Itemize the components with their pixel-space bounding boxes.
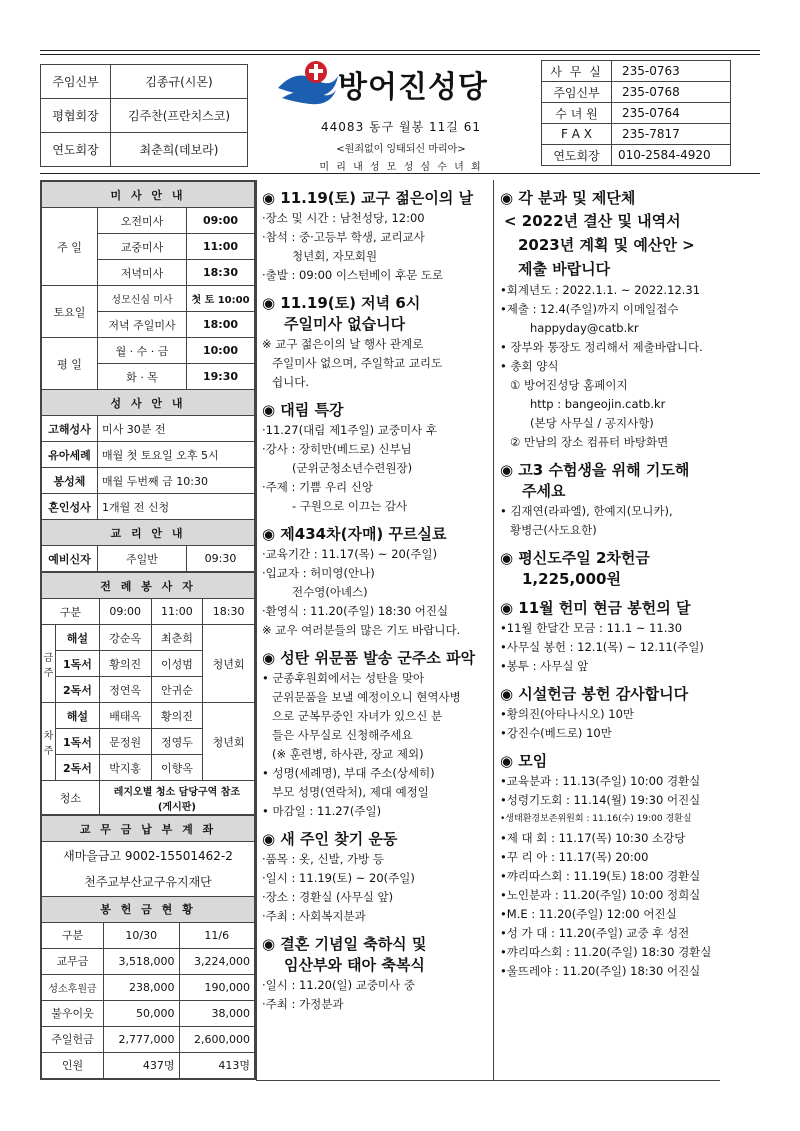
sunday-label: 주 일 [42,208,98,286]
notice-line: ·일시 : 11.19(토) ~ 20(주일) [262,871,415,885]
doctrine-time: 09:30 [187,546,255,572]
notice-heading: ◉ 11월 헌미 현금 봉헌의 달 [500,599,691,617]
contact-table [541,60,731,166]
officer-role: 평협회장 [41,99,111,133]
notice-heading-cont: 1,225,000원 [522,570,621,588]
offering-col: 11/6 [179,922,255,948]
mass-name: 교중미사 [98,234,187,260]
officer-role: 연도회장 [41,133,111,167]
officer-name: 김종규(시몬) [111,65,248,99]
notice-line: • 군종후원회에서는 성탄을 맞아 [262,671,425,685]
notice-heading: ◉ 11.19(토) 저녁 6시 [262,294,421,312]
notice-line: ② 만남의 장소 컴퓨터 바탕화면 [510,435,669,449]
mass-name: 저녁미사 [98,260,187,286]
notice-highlight: < 2022년 결산 및 내역서 [504,212,681,230]
notice-highlight: 제출 바랍니다 [518,260,611,278]
notice-line: • 장부와 통장도 정리해서 제출바랍니다. [500,340,703,354]
officer-name: 김주찬(프란치스코) [111,99,248,133]
sacrament-name: 고해성사 [42,416,98,442]
notice-line: •성령기도회 : 11.14(월) 19:30 어진실 [500,793,701,807]
offering-value: 3,518,000 [104,948,180,974]
sacrament-info: 1개월 전 신청 [98,494,255,520]
notice-line: •꺄리따스회 : 11.19(토) 18:00 경환실 [500,869,701,883]
servers-week-label: 차주 [42,703,56,781]
offering-col: 10/30 [104,922,180,948]
header-officers [40,64,248,167]
offering-value: 38,000 [179,1000,255,1026]
right-column [494,180,720,1080]
server-name: 이성범 [151,651,203,677]
notice-line: 쉽니다. [272,375,309,389]
contact-number: 235-0763 [612,61,731,82]
account-number: 새마을금고 9002-15501462-2 [63,848,233,863]
notice-heading: ◉ 시설헌금 봉헌 감사합니다 [500,685,689,703]
notice-line: (군위군청소년수련원장) [292,461,413,475]
notice-line: •성 가 대 : 11.20(주일) 교중 후 성전 [500,926,690,940]
notice-line: ·주최 : 가정분과 [262,997,344,1011]
offering-value: 2,600,000 [179,1026,255,1052]
mass-time: 19:30 [187,364,255,390]
notice-line: •M.E : 11.20(주일) 12:00 어진실 [500,907,677,921]
notice-heading: ◉ 모임 [500,752,548,770]
notice-heading: ◉ 11.19(토) 교구 젊은이의 날 [262,189,474,207]
notice-heading: ◉ 고3 수험생을 위해 기도해 [500,461,690,479]
notice-heading: ◉ 제434차(자매) 꾸르실료 [262,525,447,543]
offering-label: 인원 [42,1052,104,1078]
mass-time: 10:00 [187,338,255,364]
account-title: 교 무 금 납 부 계 좌 [42,816,255,842]
notice-line: • 총회 양식 [500,359,559,373]
servers-col: 11:00 [151,599,203,625]
logo-mark-icon [276,58,340,108]
notice-heading: ◉ 결혼 기념일 축하식 및 [262,935,427,953]
servers-title: 전 례 봉 사 자 [42,573,255,599]
doctrine-title: 교 리 안 내 [42,520,255,546]
notice-highlight: 2023년 계획 및 예산안 > [518,236,695,254]
server-name: 정연옥 [99,677,151,703]
notice-heading: ◉ 성탄 위문품 발송 군주소 파악 [262,649,476,667]
server-name: 이향옥 [151,755,203,781]
notice-line: •꾸 리 아 : 11.17(목) 20:00 [500,850,649,864]
notice-line: ·교육기간 : 11.17(목) ~ 20(주일) [262,547,438,561]
server-name: 황의진 [151,703,203,729]
motto: <원죄없이 잉태되신 마리아> [336,144,466,155]
account-table [41,815,255,896]
notice-line: ·주최 : 사회복지분과 [262,909,366,923]
notice-line: 군위문품을 보낼 예정이오니 현역사병 [272,690,461,704]
notice-heading: ◉ 새 주인 찾기 운동 [262,830,398,848]
role: 2독서 [56,755,100,781]
sacrament-name: 유아세례 [42,442,98,468]
notice-line: ·주제 : 기쁨 우리 신앙 [262,480,374,494]
notice-line: •교육분과 : 11.13(주일) 10:00 경환실 [500,774,701,788]
notice-line: •노인분과 : 11.20(주일) 10:00 정희실 [500,888,701,902]
notice-line: •울뜨레야 : 11.20(주일) 18:30 어진실 [500,964,701,978]
notice-line: 부모 성명(연락처), 제대 예정일 [272,785,429,799]
contact-label: F A X [542,124,612,145]
notice-line: ·출발 : 09:00 이스턴베이 후문 도로 [262,268,444,282]
contact-label: 연도회장 [542,145,612,166]
notice-line: ·장소 및 시간 : 남천성당, 12:00 [262,211,425,225]
notice-line: 으로 군복무중인 자녀가 있으신 분 [272,709,443,723]
church-logo [276,58,526,112]
clean-label: 청소 [42,781,100,815]
role: 1독서 [56,651,100,677]
mass-name: 오전미사 [98,208,187,234]
server-youth: 청년회 [203,703,255,781]
notice-line: 황병근(사도요한) [510,523,597,537]
sacrament-name: 봉성체 [42,468,98,494]
notice-line: 들은 사무실로 신청해주세요 [272,728,413,742]
contact-label: 사 무 실 [542,61,612,82]
notice-line: ·장소 : 경환실 (사무실 앞) [262,890,394,904]
role: 해설 [56,625,100,651]
notice-line: ※ 교우 여러분들의 많은 기도 바랍니다. [262,623,461,637]
top-rule [40,50,760,55]
notice-line: ·입교자 : 허미영(안나) [262,566,375,580]
role: 1독서 [56,729,100,755]
server-name: 황의진 [99,651,151,677]
server-name: 강순옥 [99,625,151,651]
officer-role: 주임신부 [41,65,111,99]
contact-number: 235-0768 [612,82,731,103]
mass-name: 화 · 목 [98,364,187,390]
notice-heading: ◉ 평신도주일 2차헌금 [500,549,650,567]
notice-line: •강진수(베드로) 10만 [500,726,612,740]
offering-label: 교무금 [42,948,104,974]
notice-line: http : bangeojin.catb.kr [530,397,666,411]
mass-time: 11:00 [187,234,255,260]
notice-line: •11월 한달간 모금 : 11.1 ~ 11.30 [500,621,683,635]
offering-table [41,896,255,1079]
sacrament-name: 혼인성사 [42,494,98,520]
servers-table [41,572,255,815]
notice-line: ① 방어진성당 홈페이지 [510,378,628,392]
offering-value: 50,000 [104,1000,180,1026]
role: 해설 [56,703,100,729]
notice-line: 주일미사 없으며, 주일학교 교리도 [272,356,443,370]
notice-line: • 마감일 : 11.27(주일) [262,804,382,818]
congregation: 미 리 내 성 모 성 심 수 녀 회 [319,162,483,173]
notice-line: • 성명(세례명), 부대 주소(상세히) [262,766,435,780]
server-name: 문정원 [99,729,151,755]
notice-heading: ◉ 대림 특강 [262,401,344,419]
offering-value: 2,777,000 [104,1026,180,1052]
notice-heading: ◉ 각 분과 및 제단체 [500,189,636,207]
offering-value: 190,000 [179,974,255,1000]
left-column [40,180,256,1080]
church-name: 방어진성당 [338,70,488,105]
contact-number: 010-2584-4920 [612,145,731,166]
sacrament-info: 매월 두번째 금 10:30 [98,468,255,494]
header-rule [40,173,760,174]
notice-line: happyday@catb.kr [530,321,639,335]
middle-column [256,180,494,1080]
notice-line: - 구원으로 이끄는 감사 [292,499,408,513]
sacrament-title: 성 사 안 내 [42,390,255,416]
mass-time: 18:00 [187,312,255,338]
notice-line: • 김재연(라파엘), 한예지(모니카), [500,504,673,518]
offering-value: 3,224,000 [179,948,255,974]
saturday-label: 토요일 [42,286,98,338]
notice-heading-cont: 주일미사 없습니다 [284,315,406,333]
server-name: 정영두 [151,729,203,755]
notice-line: •제 대 회 : 11.17(목) 10:30 소강당 [500,831,686,845]
notice-line: ·참석 : 중·고등부 학생, 교리교사 [262,230,425,244]
server-name: 안귀순 [151,677,203,703]
notice-line: ·강사 : 장히만(베드로) 신부님 [262,442,412,456]
role: 2독서 [56,677,100,703]
servers-col: 09:00 [99,599,151,625]
mass-name: 저녁 주일미사 [98,312,187,338]
notice-line: •생태환경보존위원회 : 11.16(수) 19:00 경환실 [500,814,692,824]
church-address: 44083 동구 월봉 11길 61 [321,120,481,134]
notice-line: ·품목 : 옷, 신발, 가방 등 [262,852,384,866]
server-name: 배태옥 [99,703,151,729]
account-holder: 천주교부산교구유지재단 [84,874,212,889]
notice-line: •제출 : 12.4(주일)까지 이메일접수 [500,302,679,316]
clean-info: 레지오별 청소 담당구역 참조 (게시판) [99,781,254,815]
mass-name: 성모신심 미사 [98,286,187,312]
notice-line: 청년회, 자모회원 [292,249,378,263]
offering-col: 구분 [42,922,104,948]
notice-line: (본당 사무실 / 공지사항) [530,416,654,430]
notice-heading-cont: 임산부와 태아 축복식 [284,956,425,974]
bottom-rule [256,1080,720,1081]
offering-label: 불우이웃 [42,1000,104,1026]
notice-line: ·환영식 : 11.20(주일) 18:30 어진실 [262,604,449,618]
offering-label: 성소후원금 [42,974,104,1000]
notice-line: •회계년도 : 2022.1.1. ~ 2022.12.31 [500,283,701,297]
servers-week-label: 금주 [42,625,56,703]
servers-col: 구분 [42,599,100,625]
mass-title: 미 사 안 내 [42,182,255,208]
sacrament-info: 미사 30분 전 [98,416,255,442]
offering-label: 주일헌금 [42,1026,104,1052]
notice-line: 전수영(아녜스) [292,585,368,599]
notice-heading-cont: 주세요 [522,482,566,500]
server-name: 최춘희 [151,625,203,651]
contact-label: 수 녀 원 [542,103,612,124]
offering-value: 238,000 [104,974,180,1000]
notice-line: (※ 훈련병, 하사관, 장교 제외) [272,747,424,761]
server-youth: 청년회 [203,625,255,703]
offering-title: 봉 헌 금 현 황 [42,896,255,922]
notice-line: •사무실 봉헌 : 12.1(목) ~ 12.11(주일) [500,640,704,654]
notice-line: •꺄리따스회 : 11.20(주일) 18:30 경환실 [500,945,712,959]
doctrine-name: 예비신자 [42,546,98,572]
notice-line: ※ 교구 젊은이의 날 행사 관계로 [262,337,424,351]
contact-number: 235-7817 [612,124,731,145]
officer-name: 최춘희(데보라) [111,133,248,167]
notice-line: •봉투 : 사무실 앞 [500,659,589,673]
mass-time: 18:30 [187,260,255,286]
doctrine-class: 주일반 [98,546,187,572]
offering-value: 413명 [179,1052,255,1078]
notice-line: ·11.27(대림 제1주일) 교중미사 후 [262,423,437,437]
contact-label: 주임신부 [542,82,612,103]
servers-col: 18:30 [203,599,255,625]
notice-line: •황의진(아타나시오) 10만 [500,707,635,721]
offering-value: 437명 [104,1052,180,1078]
account-info [42,842,255,896]
mass-time: 첫 토 10:00 [187,286,255,312]
contact-number: 235-0764 [612,103,731,124]
mass-name: 월 · 수 · 금 [98,338,187,364]
mass-time: 09:00 [187,208,255,234]
sacrament-info: 매월 첫 토요일 오후 5시 [98,442,255,468]
mass-table [41,181,255,572]
server-name: 박지홍 [99,755,151,781]
notice-line: ·일시 : 11.20(일) 교중미사 중 [262,978,415,992]
weekday-label: 평 일 [42,338,98,390]
